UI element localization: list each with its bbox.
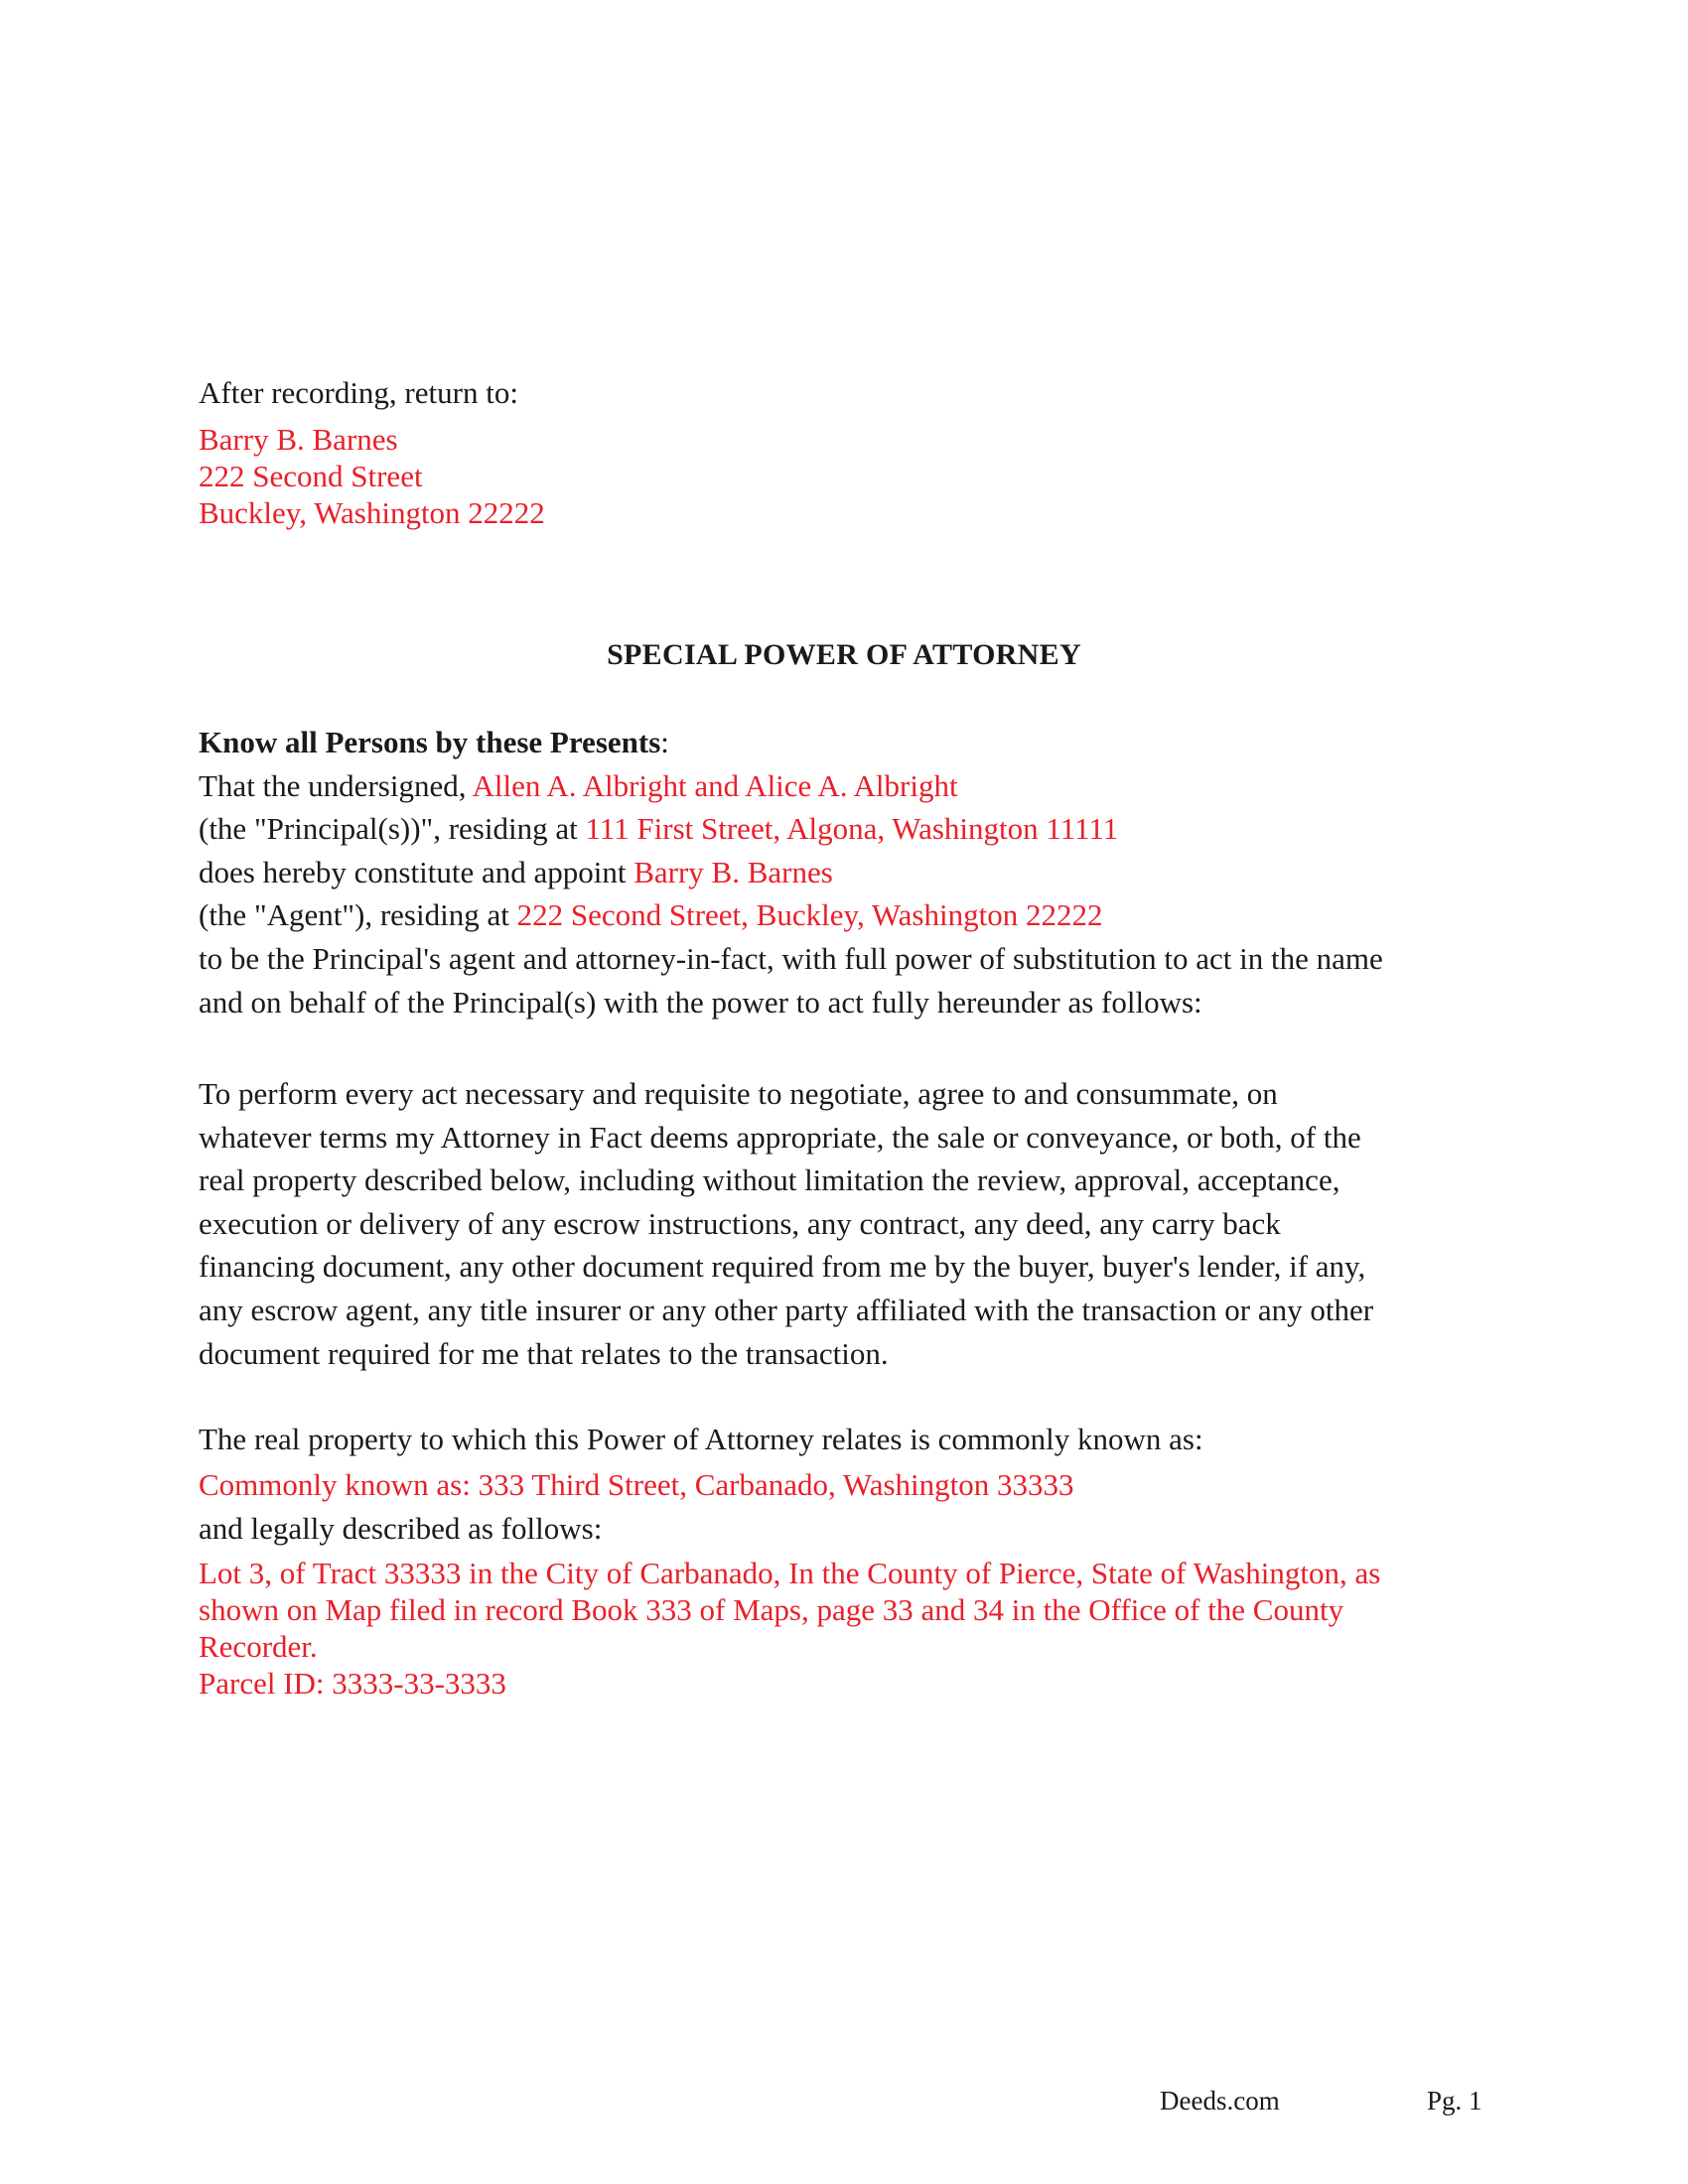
legal-description	[199, 1555, 1380, 1702]
intro-heading: Know all Persons by these Presents	[199, 725, 661, 759]
return-address	[199, 421, 545, 531]
return-name: Barry B. Barnes	[199, 422, 398, 457]
intro-heading-line	[199, 721, 1383, 764]
agent-residing-prefix: (the "Agent"), residing at	[199, 897, 517, 933]
principal-residence-line	[199, 807, 1383, 851]
intro-line-6: to be the Principal's agent and attorney-in-fact, with full power of substitution to act in the name	[199, 940, 1383, 976]
principal-residing-prefix: (the "Principal(s))", residing at	[199, 811, 586, 847]
powers-line: whatever terms my Attorney in Fact deems appropriate, the sale or conveyance, or both, of the	[199, 1119, 1361, 1155]
legal-description-intro: and legally described as follows:	[199, 1511, 603, 1546]
powers-line: document required for me that relates to the transaction.	[199, 1335, 889, 1371]
undersigned-prefix: That the undersigned,	[199, 767, 473, 803]
legal-line: shown on Map filed in record Book 333 of Maps, page 33 and 34 in the Office of the County	[199, 1592, 1344, 1627]
agent-residence-line	[199, 893, 1383, 937]
footer-site-name: Deeds.com	[1160, 2086, 1280, 2116]
property-intro: The real property to which this Power of Attorney relates is commonly known as:	[199, 1422, 1203, 1456]
return-city: Buckley, Washington 22222	[199, 495, 545, 530]
powers-line: To perform every act necessary and requisite to negotiate, agree to and consummate, on	[199, 1076, 1278, 1111]
appoint-prefix: does hereby constitute and appoint	[199, 854, 634, 889]
footer-page-number: Pg. 1	[1427, 2086, 1482, 2116]
powers-line: any escrow agent, any title insurer or any other party affiliated with the transaction or any other	[199, 1292, 1374, 1327]
agent-address: 222 Second Street, Buckley, Washington 22222	[516, 897, 1103, 933]
commonly-known-as: Commonly known as: 333 Third Street, Carbanado, Washington 33333	[199, 1467, 1074, 1502]
intro-paragraph	[199, 721, 1383, 1024]
legal-line: Recorder.	[199, 1629, 318, 1664]
legal-line: Lot 3, of Tract 33333 in the City of Carbanado, In the County of Pierce, State of Washington, as	[199, 1556, 1381, 1590]
appoint-line	[199, 851, 1383, 894]
intro-heading-colon: :	[660, 725, 669, 759]
intro-line-7: and on behalf of the Principal(s) with the power to act fully hereunder as follows:	[199, 984, 1202, 1020]
powers-line: real property described below, including without limitation the review, approval, acceptance,	[199, 1162, 1340, 1198]
principal-address: 111 First Street, Algona, Washington 11111	[585, 811, 1119, 847]
powers-line: financing document, any other document required from me by the buyer, buyer's lender, if any,	[199, 1249, 1366, 1285]
agent-name: Barry B. Barnes	[633, 854, 833, 889]
principal-names: Allen A. Albright and Alice A. Albright	[472, 767, 958, 803]
return-street: 222 Second Street	[199, 459, 423, 493]
return-to-label: After recording, return to:	[199, 375, 518, 410]
undersigned-line	[199, 764, 1383, 808]
parcel-id: Parcel ID: 3333-33-3333	[199, 1666, 506, 1701]
powers-line: execution or delivery of any escrow instructions, any contract, any deed, any carry back	[199, 1205, 1281, 1241]
powers-paragraph	[199, 1072, 1373, 1375]
document-title: SPECIAL POWER OF ATTORNEY	[607, 638, 1081, 671]
